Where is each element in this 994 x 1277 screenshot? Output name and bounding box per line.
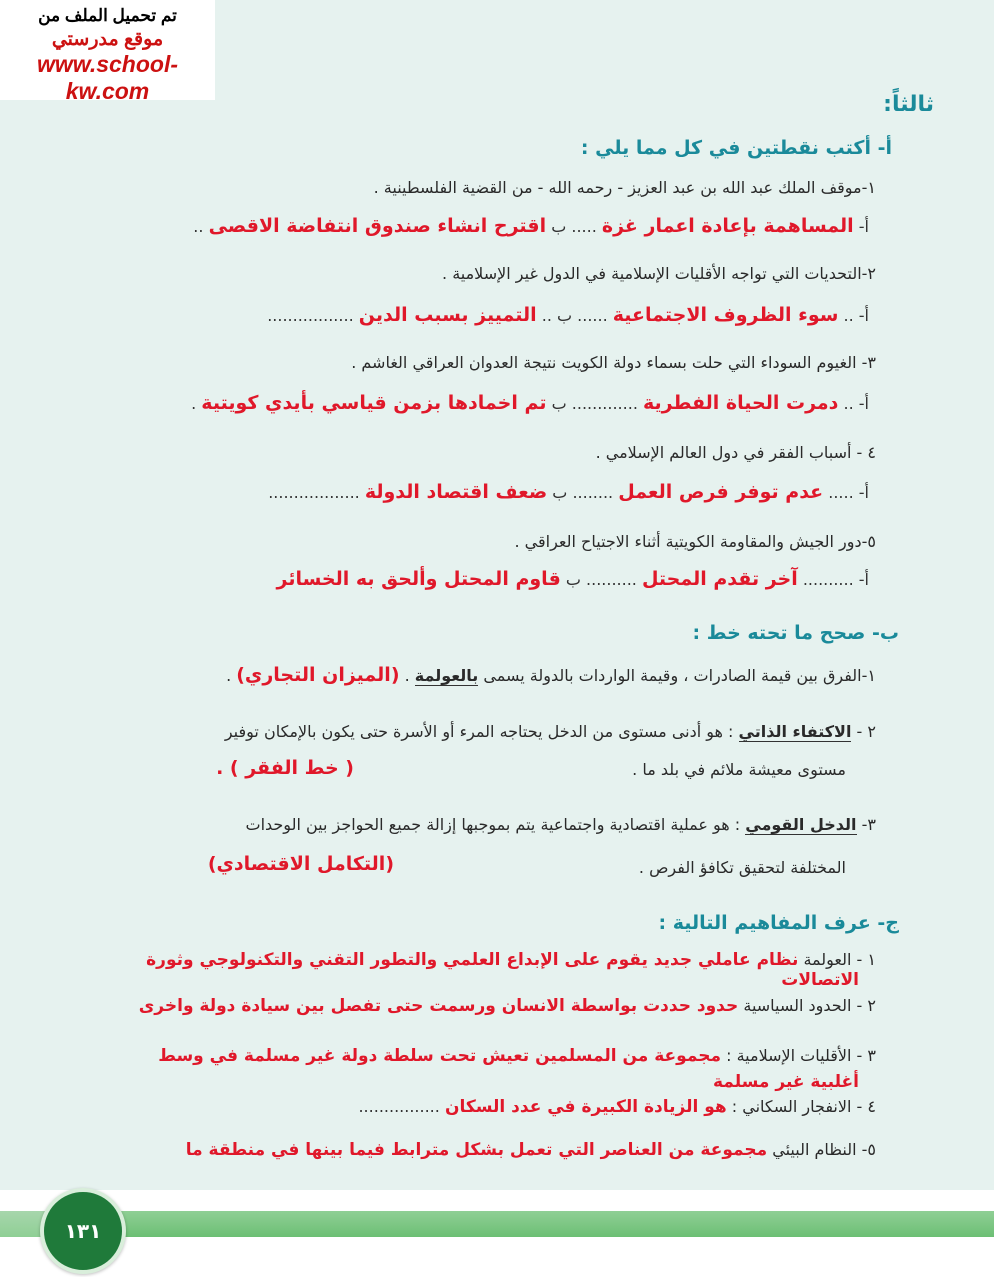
item3-underlined: الدخل القومي (745, 815, 857, 834)
term-label: ٤ - الانفجار السكاني : (731, 1097, 876, 1116)
item1-answer: (الميزان التجاري) (236, 664, 400, 686)
answer-b: التمييز بسبب الدين (358, 304, 537, 326)
label-b: ب (557, 306, 573, 325)
answer-b: تم اخمادها بزمن قياسي بأيدي كويتية (201, 392, 547, 414)
label-b: ب (565, 570, 581, 589)
part-a-answer-row-5: أ- .......... آخر تقدم المحتل .......... ب قاوم المحتل وألحق به الخسائر (276, 568, 869, 590)
part-a-question-4: ٤ - أسباب الفقر في دول العالم الإسلامي . (595, 443, 876, 462)
item3-text: : هو عملية اقتصادية واجتماعية يتم بموجبها إزالة جميع الحواجز بين الوحدات (245, 815, 741, 834)
part-a-answer-row-4: أ- ..... عدم توفر فرص العمل ........ ب ضعف اقتصاد الدولة .................. (268, 481, 869, 503)
part-b-item-3-line2: المختلفة لتحقيق تكافؤ الفرص . (638, 858, 846, 877)
label-a: أ- (858, 217, 869, 236)
watermark (0, 0, 215, 104)
term-definition: نظام عاملي جديد يقوم على الإبداع العلمي والتطور التقني والتكنولوجي وثورة (146, 950, 799, 970)
part-c-item-3 (158, 1046, 876, 1066)
answer-a: عدم توفر فرص العمل (618, 481, 824, 503)
answer-a: المساهمة بإعادة اعمار غزة (601, 215, 854, 237)
item3-num: ٣- (861, 815, 876, 834)
answer-a: آخر تقدم المحتل (641, 568, 798, 590)
watermark-line1: تم تحميل الملف من (38, 6, 177, 25)
term-definition: مجموعة من العناصر التي تعمل بشكل مترابط فيما بينها في منطقة ما (185, 1140, 768, 1160)
part-a-question-5: ٥-دور الجيش والمقاومة الكويتية أثناء الاجتياح العراقي . (514, 532, 876, 551)
term-definition-cont: أغلبية غير مسلمة (712, 1072, 859, 1092)
answer-a: دمرت الحياة الفطرية (643, 392, 839, 414)
label-b: ب (551, 217, 567, 236)
part-c-item-4: ٤ - الانفجار السكاني : هو الزيادة الكبيرة في عدد السكان ................ (358, 1097, 876, 1117)
term-label: ٢ - الحدود السياسية (743, 996, 876, 1015)
part-a-answer-row-2: أ- .. سوء الظروف الاجتماعية ...... ب .. التمييز بسبب الدين ................. (267, 304, 869, 326)
answer-b: اقترح انشاء صندوق انتفاضة الاقصى (208, 215, 547, 237)
part-b-heading: ب- صحح ما تحته خط : (692, 622, 899, 644)
label-b: ب (552, 483, 568, 502)
answer-b: ضعف اقتصاد الدولة (364, 481, 548, 503)
item2-underlined: الاكتفاء الذاتي (738, 722, 852, 741)
label-a: أ- (858, 483, 869, 502)
part-b-item-1: ١-الفرق بين قيمة الصادرات ، وقيمة الواردات بالدولة يسمى بالعولمة . (الميزان التجاري) . (226, 664, 876, 686)
watermark-line2: موقع مدرستي (51, 29, 164, 50)
part-a-heading: أ- أكتب نقطتين في كل مما يلي : (580, 137, 892, 159)
term-label: ٥- النظام البيئي (772, 1140, 876, 1159)
part-c-heading: ج- عرف المفاهيم التالية : (658, 912, 899, 934)
part-c-item-5 (186, 1140, 876, 1160)
term-definition-cont: الاتصالات (781, 970, 859, 990)
part-b-item-2-line2: مستوى معيشة ملائم في بلد ما . (632, 760, 846, 779)
item1-text: ١-الفرق بين قيمة الصادرات ، وقيمة الواردات بالدولة يسمى (483, 666, 876, 685)
part-a-question-2: ٢-التحديات التي تواجه الأقليات الإسلامية في الدول غير الإسلامية . (442, 264, 876, 283)
part-a-answer-row-1: أ- المساهمة بإعادة اعمار غزة ..... ب اقترح انشاء صندوق انتفاضة الاقصى .. (193, 215, 869, 237)
watermark-link[interactable]: www.school-kw.com (37, 51, 178, 104)
part-a-question-1: ١-موقف الملك عبد الله بن عبد العزيز - رحمه الله - من القضية الفلسطينية . (373, 178, 876, 197)
item1-underlined: بالعولمة (414, 666, 479, 685)
part-a-answer-row-3: أ- .. دمرت الحياة الفطرية ............. ب تم اخمادها بزمن قياسي بأيدي كويتية . (191, 392, 869, 414)
term-definition: هو الزيادة الكبيرة في عدد السكان (444, 1097, 727, 1117)
part-c-item-1 (146, 950, 876, 970)
part-a-question-3: ٣- الغيوم السوداء التي حلت بسماء دولة الكويت نتيجة العدوان العراقي الغاشم . (351, 353, 876, 372)
footer-bar (0, 1211, 994, 1237)
label-b: ب (551, 394, 567, 413)
item2-num: ٢ - (856, 722, 876, 741)
part-b-item-3-line1 (246, 815, 877, 834)
item2-answer: ( خط الفقر ) . (216, 757, 354, 779)
answer-a: سوء الظروف الاجتماعية (612, 304, 839, 326)
term-label: ٣ - الأقليات الإسلامية : (726, 1046, 876, 1065)
term-label: ١ - العولمة (803, 950, 876, 969)
label-a: أ- (858, 306, 869, 325)
section-title: ثالثاً: (883, 92, 934, 117)
term-definition: مجموعة من المسلمين تعيش تحت سلطة دولة غير مسلمة في وسط (158, 1046, 722, 1066)
term-definition: حدود حددت بواسطة الانسان ورسمت حتى تفصل بين سيادة دولة واخرى (138, 996, 739, 1016)
part-c-item-2 (139, 996, 876, 1016)
page-number: ١٣١ (40, 1188, 126, 1274)
part-b-item-2-line1 (225, 722, 876, 741)
label-a: أ- (858, 394, 869, 413)
item3-answer: (التكامل الاقتصادي) (207, 853, 394, 875)
item2-text: : هو أدنى مستوى من الدخل يحتاجه المرء أو الأسرة حتى يكون بالإمكان توفير (224, 722, 734, 741)
answer-b: قاوم المحتل وألحق به الخسائر (276, 568, 561, 590)
label-a: أ- (858, 570, 869, 589)
